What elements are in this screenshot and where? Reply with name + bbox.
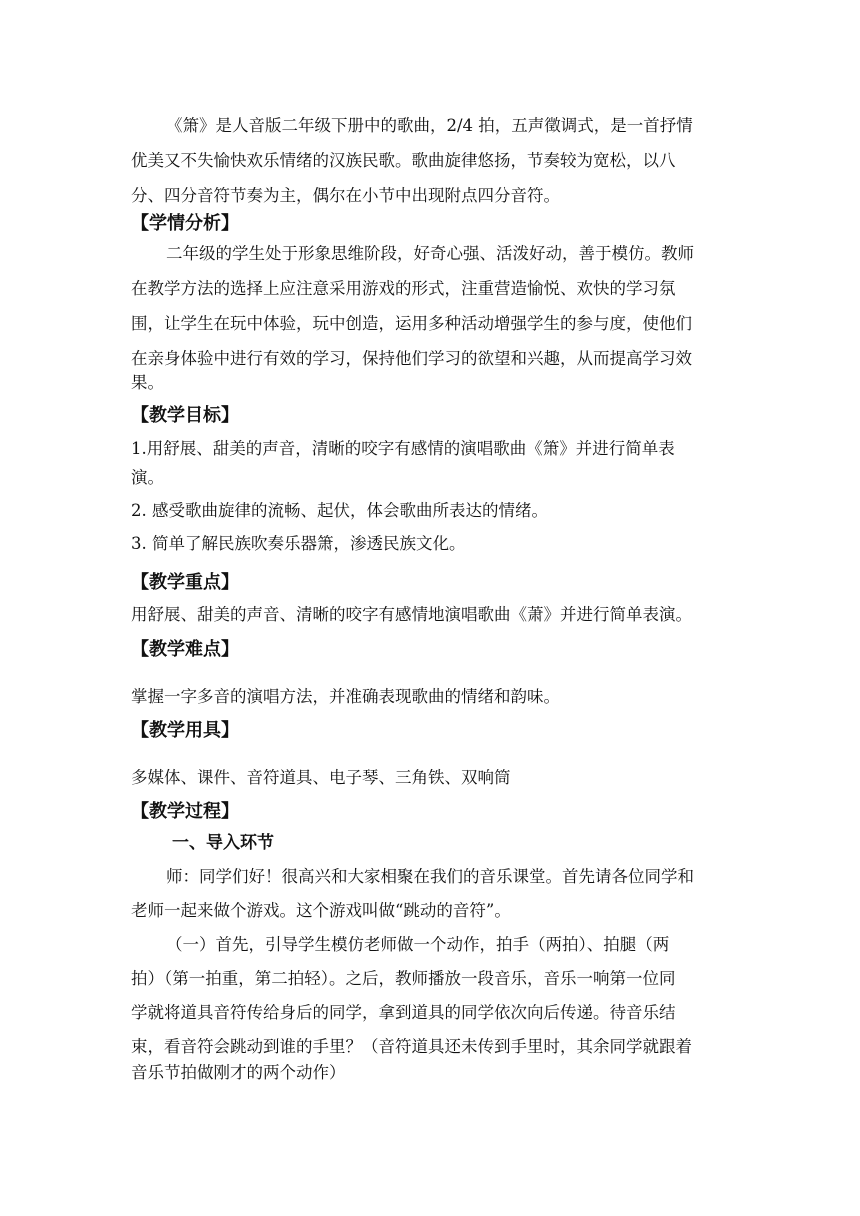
learner-analysis-line-3: 围，让学生在玩中体验，玩中创造，运用多种活动增强学生的参与度，使他们 (131, 314, 692, 333)
learner-analysis-line-4: 在亲身体验中进行有效的学习，保持他们学习的欲望和兴趣，从而提高学习效 (131, 349, 692, 368)
learner-analysis-line-1: 二年级的学生处于形象思维阶段，好奇心强、活泼好动，善于模仿。教师 (166, 244, 694, 263)
intro-line-2: 优美又不失愉快欢乐情绪的汉族民歌。歌曲旋律悠扬，节奏较为宽松，以八 (131, 151, 676, 170)
objective-line-1: 1.用舒展、甜美的声音，清晰的咬字有感情的演唱歌曲《箫》并进行简单表 (131, 439, 675, 458)
process-para1-line-1: 师：同学们好！很高兴和大家相聚在我们的音乐课堂。首先请各位同学和 (166, 867, 694, 886)
tools-text: 多媒体、课件、音符道具、电子琴、三角铁、双响筒 (131, 768, 511, 787)
objectives-heading: 【教学目标】 (131, 405, 239, 426)
objective-line-3: 2. 感受歌曲旋律的流畅、起伏，体会歌曲所表达的情绪。 (131, 501, 548, 520)
intro-line-1: 《箫》是人音版二年级下册中的歌曲，2/4 拍，五声徵调式，是一首抒情 (166, 116, 693, 135)
process-section1-title: 一、导入环节 (172, 833, 274, 853)
process-para1-line-2: 老师一起来做个游戏。这个游戏叫做“跳动的音符”。 (131, 901, 511, 920)
process-para2-line-3: 学就将道具音符传给身后的同学，拿到道具的同学依次向后传递。待音乐结 (131, 1003, 676, 1022)
process-para2-line-1: （一）首先，引导学生模仿老师做一个动作，拍手（两拍）、拍腿（两 (166, 935, 670, 954)
key-points-text: 用舒展、甜美的声音、清晰的咬字有感情地演唱歌曲《萧》并进行简单表演。 (131, 605, 692, 624)
process-para2-line-4: 束，看音符会跳动到谁的手里？（音符道具还未传到手里时，其余同学就跟着 (131, 1037, 692, 1056)
process-para2-line-5: 音乐节拍做刚才的两个动作） (131, 1063, 346, 1082)
difficulties-heading: 【教学难点】 (131, 639, 239, 660)
intro-line-3: 分、四分音符节奏为主，偶尔在小节中出现附点四分音符。 (131, 186, 560, 205)
learner-analysis-line-2: 在教学方法的选择上应注意采用游戏的形式，注重营造愉悦、欢快的学习氛 (131, 279, 676, 298)
objective-line-2: 演。 (131, 468, 164, 487)
learner-analysis-line-5: 果。 (131, 373, 164, 392)
key-points-heading: 【教学重点】 (131, 572, 239, 593)
objective-line-4: 3. 简单了解民族吹奏乐器箫，渗透民族文化。 (131, 534, 466, 553)
learner-analysis-heading: 【学情分析】 (131, 213, 239, 234)
difficulties-text: 掌握一字多音的演唱方法，并准确表现歌曲的情绪和韵味。 (131, 687, 560, 706)
process-para2-line-2: 拍）（第一拍重，第二拍轻）。之后，教师播放一段音乐，音乐一响第一位同 (131, 969, 676, 988)
process-heading: 【教学过程】 (131, 801, 239, 822)
tools-heading: 【教学用具】 (131, 720, 239, 741)
